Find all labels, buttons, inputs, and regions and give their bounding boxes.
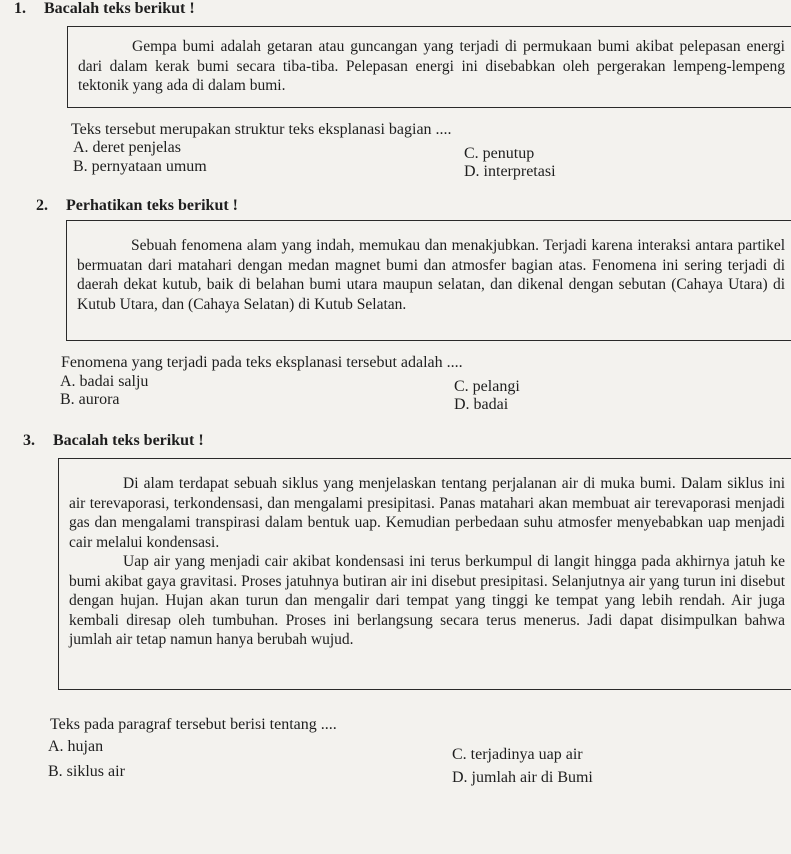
- option-b[interactable]: B. aurora: [60, 391, 120, 408]
- option-c[interactable]: C. penutup: [464, 145, 535, 162]
- question-1-stem: Teks tersebut merupakan struktur teks eksplanasi bagian ....: [71, 121, 452, 138]
- question-2-header: [36, 197, 238, 215]
- option-d[interactable]: D. badai: [454, 396, 509, 413]
- question-2-stem: Fenomena yang terjadi pada teks eksplanasi tersebut adalah ....: [61, 354, 463, 371]
- option-d[interactable]: D. jumlah air di Bumi: [452, 769, 593, 786]
- question-number: 3.: [23, 432, 35, 449]
- passage-box-2: [66, 220, 791, 341]
- option-c[interactable]: C. terjadinya uap air: [452, 746, 583, 763]
- passage-box-1: [67, 26, 791, 108]
- question-instruction: Bacalah teks berikut !: [53, 432, 204, 449]
- option-a[interactable]: A. badai salju: [60, 373, 149, 390]
- option-a[interactable]: A. hujan: [48, 738, 104, 755]
- question-3-header: [23, 432, 204, 450]
- option-d[interactable]: D. interpretasi: [464, 163, 556, 180]
- option-c[interactable]: C. pelangi: [454, 378, 520, 395]
- passage-paragraph: Uap air yang menjadi cair akibat kondensasi ini terus berkumpul di langit hingga pada akhirnya jatuh ke bumi akibat gaya gravitasi. Proses jatuhnya butiran air ini disebut presipitasi. Selanjutnya air yang turun ini disebut dengan hujan. Hujan akan turun dan mengalir dari tempat yang tinggi ke tempat yang lebih rendah. Air juga kembali diresap oleh tumbuhan. Proses ini berlangsung secara terus menerus. Jadi dapat disimpulkan bahwa jumlah air tetap namun hanya berubah wujud.: [69, 553, 785, 648]
- question-number: 1.: [14, 0, 26, 17]
- passage-paragraph: Sebuah fenomena alam yang indah, memukau dan menakjubkan. Terjadi karena interaksi antara partikel bermuatan dari matahari dengan medan magnet bumi dan atmosfer bagian atas. Fenomena ini sering terjadi di daerah dekat kutub, baik di belahan bumi utara maupun selatan, dan dikenal dengan sebutan (Cahaya Utara) di Kutub Utara, dan (Cahaya Selatan) di Kutub Selatan.: [77, 237, 785, 313]
- question-instruction: Perhatikan teks berikut !: [66, 197, 238, 214]
- question-number: 2.: [36, 197, 48, 214]
- question-instruction: Bacalah teks berikut !: [44, 0, 195, 17]
- passage-paragraph: Gempa bumi adalah getaran atau guncangan yang terjadi di permukaan bumi akibat pelepasan energi dari dalam kerak bumi secara tiba-tiba. Pelepasan energi ini disebabkan oleh pergerakan lempeng-lempeng tektonik yang ada di dalam bumi.: [78, 38, 785, 94]
- option-b[interactable]: B. pernyataan umum: [73, 158, 207, 175]
- passage-box-3: [58, 458, 791, 690]
- option-a[interactable]: A. deret penjelas: [73, 139, 181, 156]
- option-b[interactable]: B. siklus air: [48, 763, 125, 780]
- question-3-stem: Teks pada paragraf tersebut berisi tentang ....: [50, 716, 337, 733]
- question-1-header: [14, 0, 195, 18]
- passage-paragraph: Di alam terdapat sebuah siklus yang menjelaskan tentang perjalanan air di muka bumi. Dalam siklus ini air terevaporasi, terkondensasi, dan mengalami presipitasi. Panas matahari akan membuat air terevaporasi menjadi gas dan mengalami transpirasi dalam bentuk uap. Kemudian perbedaan suhu atmosfer menyebabkan uap menjadi cair melalui kondensasi.: [69, 475, 785, 551]
